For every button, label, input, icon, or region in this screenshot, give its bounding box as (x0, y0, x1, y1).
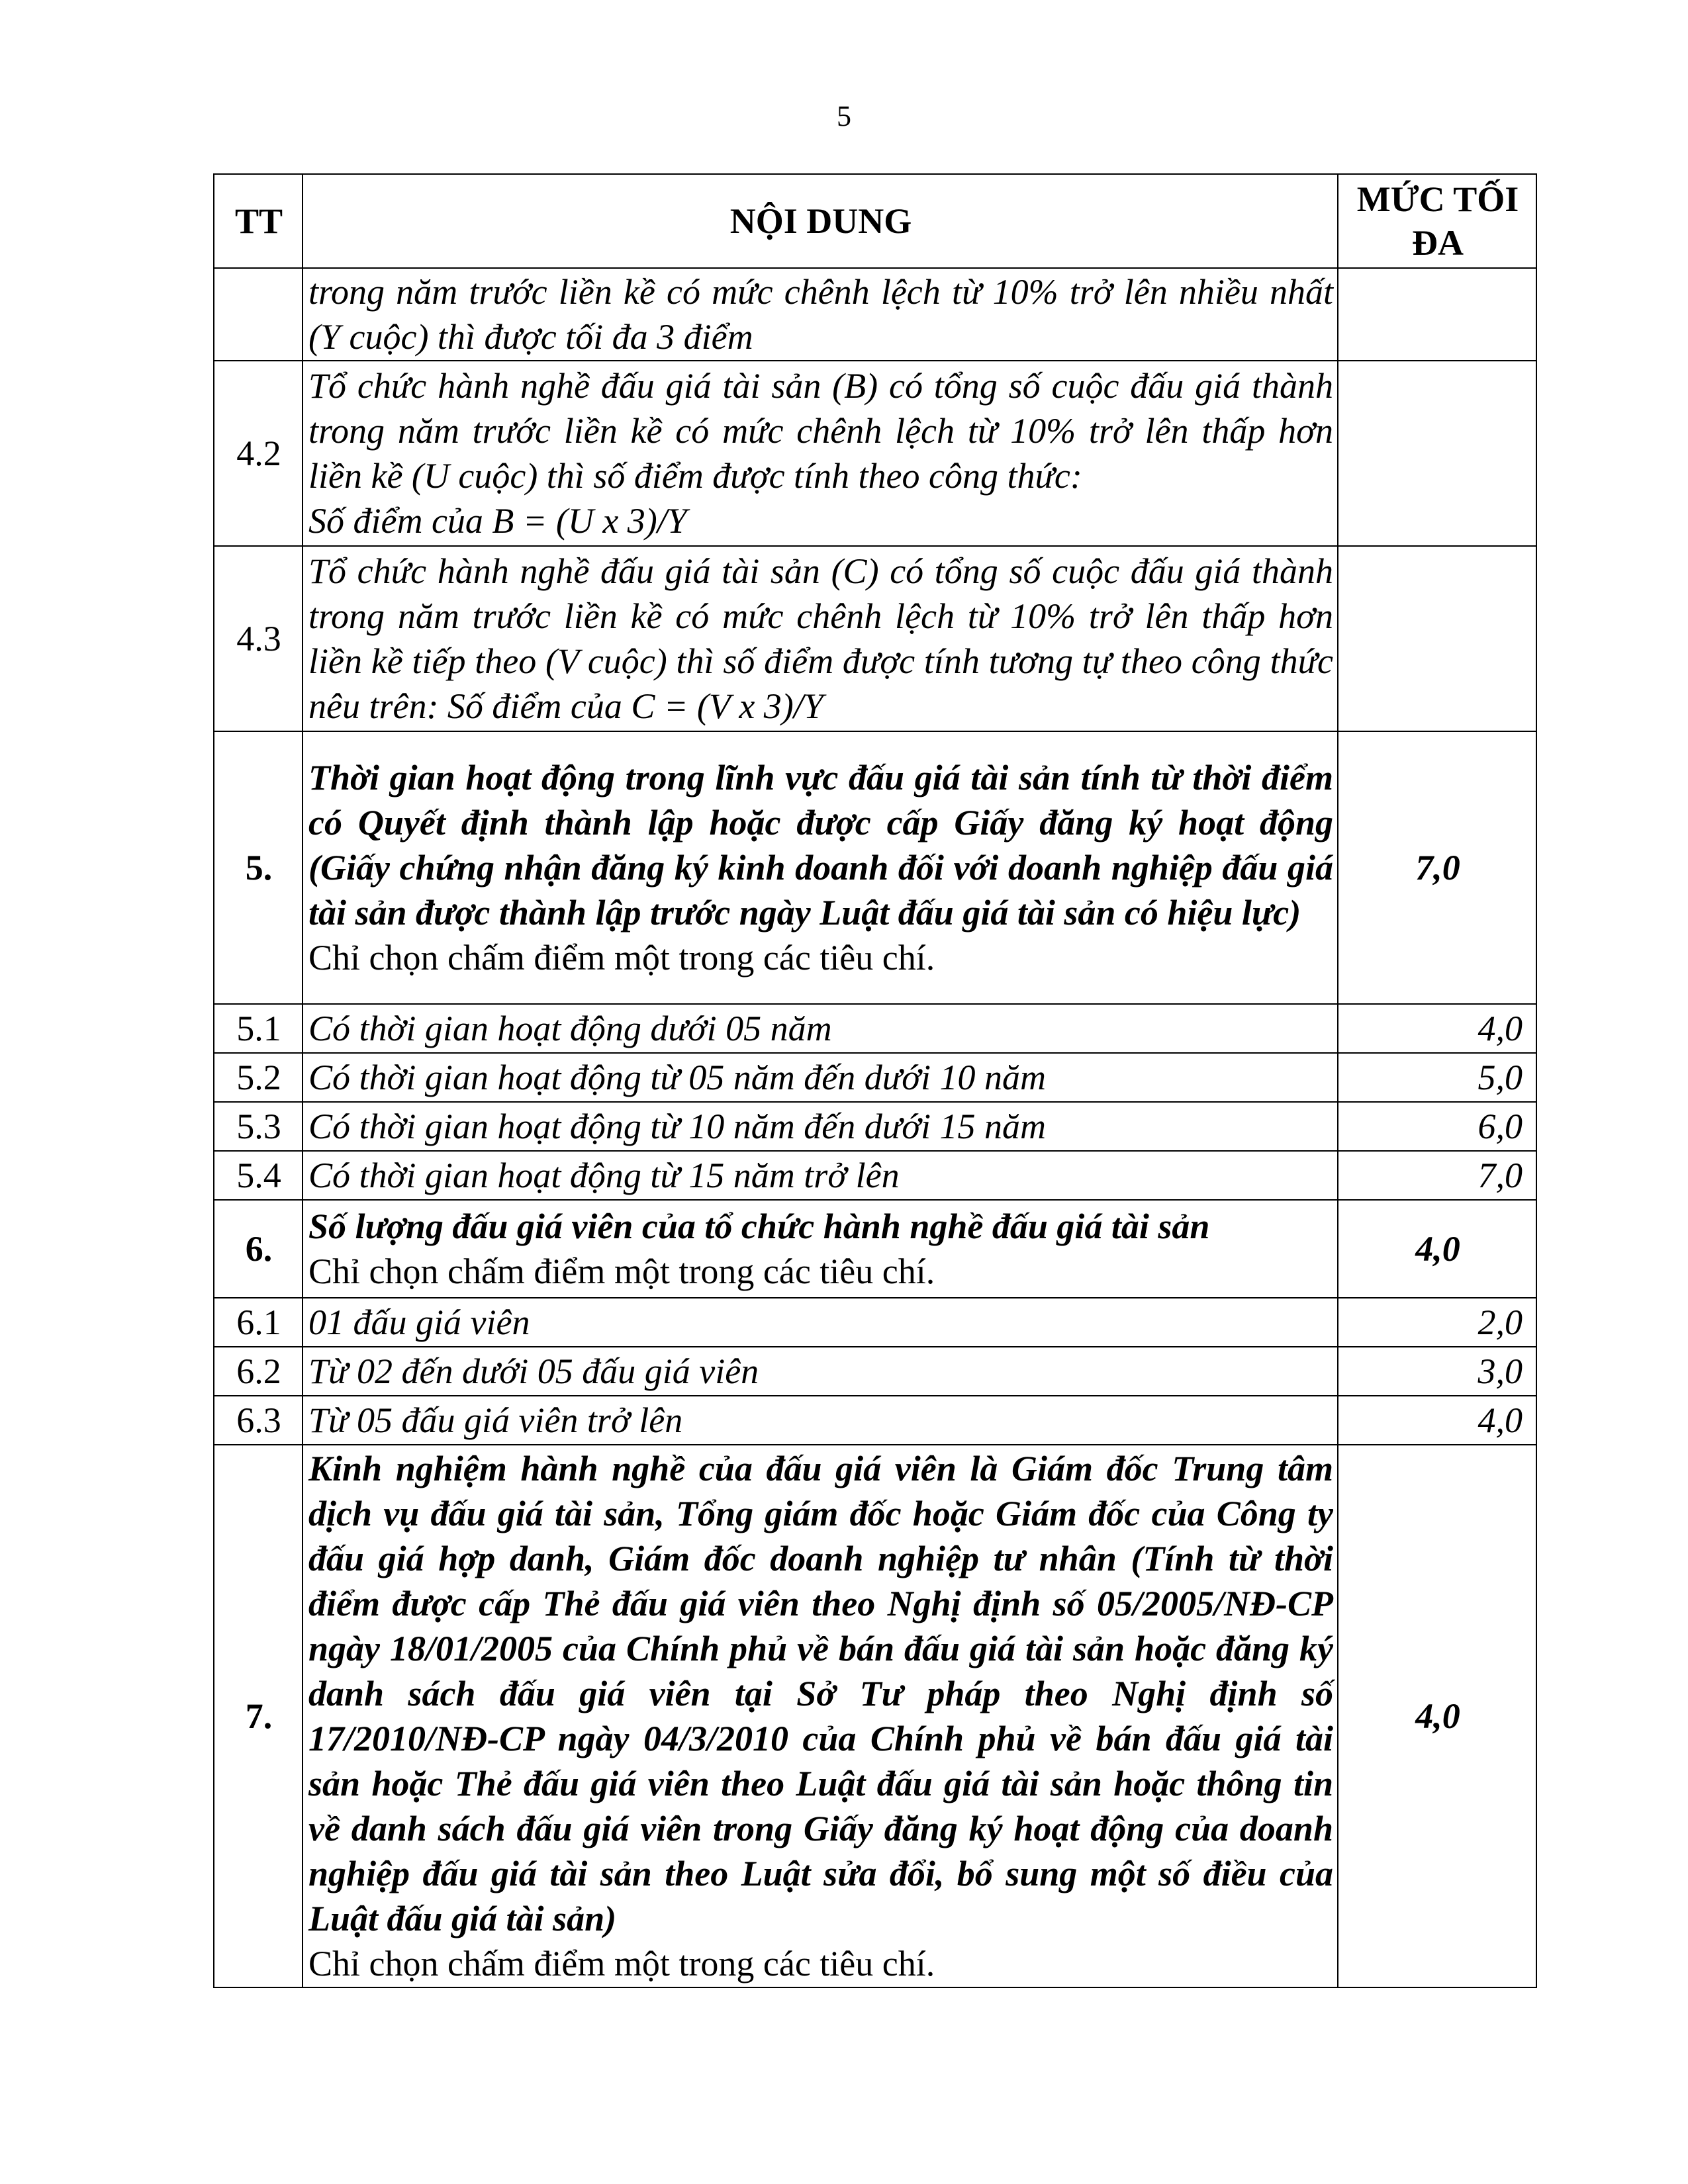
row-content: Tổ chức hành nghề đấu giá tài sản (C) có tổng số cuộc đấu giá thành trong năm trước liền kề có mức chênh lệch từ 10% trở lên thấp hơn liền kề tiếp theo (V cuộc) thì số điểm được tính tương tự theo công thức nêu trên: Số điểm của C = (V x 3)/Y (303, 546, 1338, 731)
row-content: Có thời gian hoạt động từ 05 năm đến dưới 10 năm (303, 1053, 1338, 1102)
row-tt: 5.2 (214, 1053, 303, 1102)
table-row-6-2 (214, 1347, 1536, 1396)
row-tt: 6.1 (214, 1298, 303, 1347)
table-row-7 (214, 1445, 1536, 1987)
page-number: 5 (837, 100, 851, 132)
row-max: 4,0 (1338, 1200, 1536, 1298)
row-max: 4,0 (1338, 1396, 1536, 1445)
row-tt: 5.1 (214, 1004, 303, 1053)
table-row-6 (214, 1200, 1536, 1298)
row-tt: 4.3 (214, 546, 303, 731)
row-content-text: Tổ chức hành nghề đấu giá tài sản (B) có tổng số cuộc đấu giá thành trong năm trước liền kề có mức chênh lệch từ 10% trở lên thấp hơn liền kề (U cuộc) thì số điểm được tính theo công thức: (308, 366, 1333, 496)
row-content: Có thời gian hoạt động từ 10 năm đến dưới 15 năm (303, 1102, 1338, 1151)
row-max: 6,0 (1338, 1102, 1536, 1151)
table-header-row (214, 174, 1536, 268)
section-note: Chỉ chọn chấm điểm một trong các tiêu chí. (308, 1944, 935, 1983)
row-max (1338, 361, 1536, 546)
row-max: 4,0 (1338, 1004, 1536, 1053)
row-tt: 6.3 (214, 1396, 303, 1445)
table-row-5-1 (214, 1004, 1536, 1053)
row-content (303, 361, 1338, 546)
header-noi-dung: NỘI DUNG (303, 174, 1338, 268)
table-row-5-4 (214, 1151, 1536, 1200)
table-row-4-3 (214, 546, 1536, 731)
table-row-5 (214, 731, 1536, 1004)
header-tt: TT (214, 174, 303, 268)
row-max: 4,0 (1338, 1445, 1536, 1987)
row-content: trong năm trước liền kề có mức chênh lệch từ 10% trở lên nhiều nhất (Y cuộc) thì được tối đa 3 điểm (303, 268, 1338, 361)
row-tt (214, 268, 303, 361)
row-tt: 6.2 (214, 1347, 303, 1396)
row-max (1338, 268, 1536, 361)
row-tt: 5. (214, 731, 303, 1004)
table-row-5-2 (214, 1053, 1536, 1102)
section-note: Chỉ chọn chấm điểm một trong các tiêu chí. (308, 1251, 935, 1291)
row-tt: 5.3 (214, 1102, 303, 1151)
section-title: Thời gian hoạt động trong lĩnh vực đấu giá tài sản tính từ thời điểm có Quyết định thành lập hoặc được cấp Giấy đăng ký hoạt động (Giấy chứng nhận đăng ký kinh doanh đối với doanh nghiệp đấu giá tài sản được thành lập trước ngày Luật đấu giá tài sản có hiệu lực) (308, 758, 1333, 933)
row-formula: Số điểm của B = (U x 3)/Y (308, 501, 687, 541)
row-max: 7,0 (1338, 731, 1536, 1004)
section-note: Chỉ chọn chấm điểm một trong các tiêu chí. (308, 938, 935, 978)
row-max: 7,0 (1338, 1151, 1536, 1200)
section-title: Số lượng đấu giá viên của tổ chức hành nghề đấu giá tài sản (308, 1206, 1210, 1246)
scoring-criteria-table (213, 173, 1537, 1988)
row-content (303, 731, 1338, 1004)
row-content: 01 đấu giá viên (303, 1298, 1338, 1347)
table-row-4-2 (214, 361, 1536, 546)
row-content: Có thời gian hoạt động dưới 05 năm (303, 1004, 1338, 1053)
row-max: 5,0 (1338, 1053, 1536, 1102)
row-max (1338, 546, 1536, 731)
row-content (303, 1200, 1338, 1298)
table-row-continuation (214, 268, 1536, 361)
row-content: Từ 02 đến dưới 05 đấu giá viên (303, 1347, 1338, 1396)
row-content: Từ 05 đấu giá viên trở lên (303, 1396, 1338, 1445)
header-muc-toi-da: MỨC TỐI ĐA (1338, 174, 1536, 268)
row-tt: 4.2 (214, 361, 303, 546)
row-max: 2,0 (1338, 1298, 1536, 1347)
row-tt: 7. (214, 1445, 303, 1987)
section-title: Kinh nghiệm hành nghề của đấu giá viên là Giám đốc Trung tâm dịch vụ đấu giá tài sản, Tổng giám đốc hoặc Giám đốc của Công ty đấu giá hợp danh, Giám đốc doanh nghiệp tư nhân (Tính từ thời điểm được cấp Thẻ đấu giá viên theo Nghị định số 05/2005/NĐ-CP ngày 18/01/2005 của Chính phủ về bán đấu giá tài sản hoặc đăng ký danh sách đấu giá viên tại Sở Tư pháp theo Nghị định số 17/2010/NĐ-CP ngày 04/3/2010 của Chính phủ về bán đấu giá tài sản hoặc Thẻ đấu giá viên theo Luật đấu giá tài sản hoặc thông tin về danh sách đấu giá viên trong Giấy đăng ký hoạt động của doanh nghiệp đấu giá tài sản theo Luật sửa đổi, bổ sung một số điều của Luật đấu giá tài sản) (308, 1449, 1333, 1938)
row-content: Có thời gian hoạt động từ 15 năm trở lên (303, 1151, 1338, 1200)
row-content (303, 1445, 1338, 1987)
row-max: 3,0 (1338, 1347, 1536, 1396)
table-row-5-3 (214, 1102, 1536, 1151)
table-row-6-3 (214, 1396, 1536, 1445)
row-tt: 5.4 (214, 1151, 303, 1200)
row-tt: 6. (214, 1200, 303, 1298)
table-row-6-1 (214, 1298, 1536, 1347)
